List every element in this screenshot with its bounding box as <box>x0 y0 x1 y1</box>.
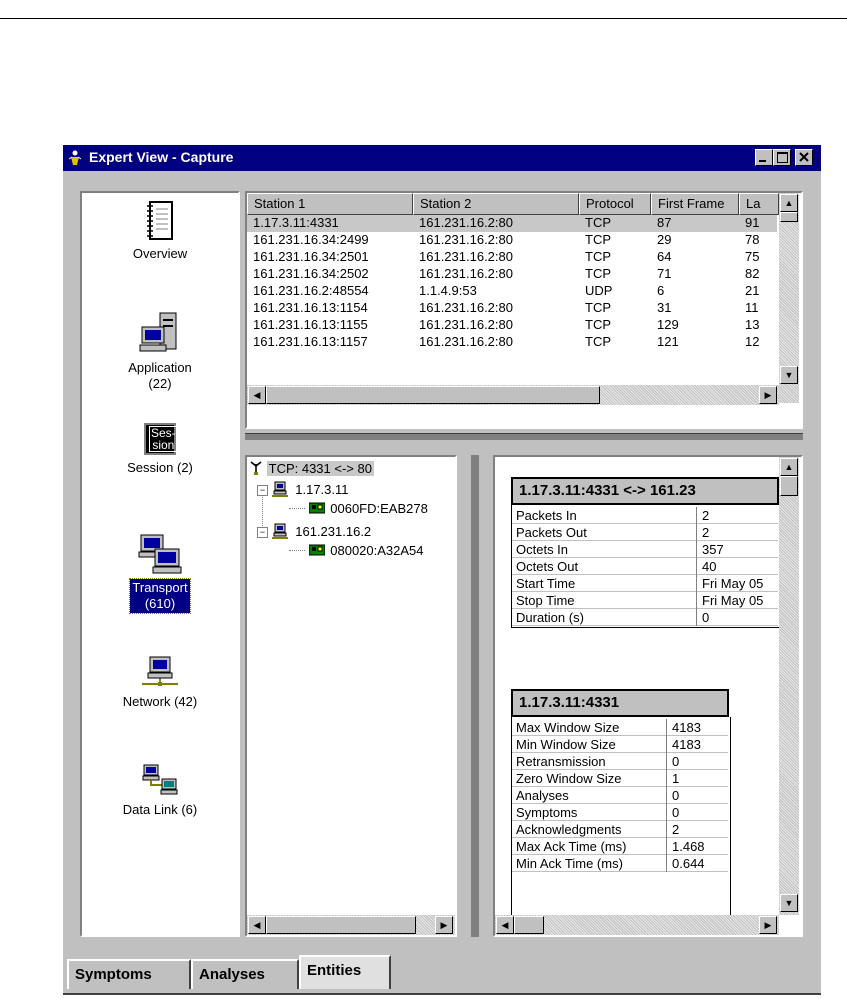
expert-view-window <box>63 145 821 995</box>
stat-value: 1.468 <box>672 839 705 854</box>
nav-transport[interactable] <box>82 533 238 613</box>
nav-overview[interactable] <box>82 201 238 262</box>
column-divider <box>696 575 697 592</box>
stat-value: Fri May 05 <box>702 576 764 591</box>
tree-node-host1-label: 1.17.3.11 <box>295 482 349 497</box>
table-row[interactable] <box>247 300 777 317</box>
vertical-splitter[interactable] <box>471 455 479 937</box>
stat-row <box>512 770 728 787</box>
down-arrow-icon: ▼ <box>784 370 794 380</box>
computer-tower-icon <box>138 311 182 355</box>
column-divider <box>696 524 697 541</box>
stat-value: Fri May 05 <box>702 593 764 608</box>
tree-horizontal-scrollbar[interactable] <box>247 915 455 935</box>
maximize-button[interactable] <box>773 149 791 166</box>
nav-network[interactable] <box>82 655 238 710</box>
table-row[interactable] <box>247 215 777 232</box>
list-hscroll-thumb[interactable] <box>266 386 600 404</box>
stat-label: Symptoms <box>516 805 578 820</box>
stat-row <box>512 804 728 821</box>
table-cell: 91 <box>745 215 760 230</box>
stat-label: Octets In <box>516 542 569 557</box>
stat-label: Retransmission <box>516 754 606 769</box>
category-pane <box>80 191 240 937</box>
stat-value: 4183 <box>672 737 701 752</box>
table-row[interactable] <box>247 283 777 300</box>
column-divider <box>666 838 667 855</box>
stat-row <box>512 753 728 770</box>
table-cell: 161.231.16.2:80 <box>419 334 513 349</box>
detail-scroll-down-button[interactable] <box>780 894 798 912</box>
stat-row <box>512 541 778 558</box>
stat-value: 0 <box>672 805 680 820</box>
nav-label-transport: Transport (610) <box>132 580 188 611</box>
column-divider <box>666 855 667 872</box>
host-computer-icon <box>272 523 288 539</box>
up-arrow-icon: ▲ <box>784 198 794 208</box>
table-cell: 161.231.16.2:80 <box>419 317 513 332</box>
stat-label: Packets In <box>516 508 577 523</box>
list-vscroll-thumb[interactable] <box>780 212 798 222</box>
horizontal-splitter[interactable] <box>245 433 803 440</box>
collapse-toggle-icon[interactable]: − <box>257 527 268 538</box>
table-cell: TCP <box>585 266 611 281</box>
table-cell: UDP <box>585 283 613 298</box>
column-header-first-frame[interactable]: First Frame <box>651 193 739 215</box>
minimize-icon <box>759 160 766 162</box>
table-cell: 161.231.16.2:80 <box>419 300 513 315</box>
table-cell: TCP <box>585 232 611 247</box>
window-bottom-edge <box>63 993 821 995</box>
table-cell: 1.1.4.9:53 <box>419 283 477 298</box>
stat-label: Packets Out <box>516 525 587 540</box>
table-cell: 11 <box>745 300 759 315</box>
stat-label: Max Ack Time (ms) <box>516 839 627 854</box>
tree-scroll-left-button[interactable] <box>248 916 266 934</box>
column-divider <box>696 609 697 626</box>
stat-row <box>512 821 728 838</box>
table-cell: 71 <box>657 266 672 281</box>
stat-value: 0 <box>672 754 680 769</box>
column-divider <box>666 804 667 821</box>
close-button[interactable] <box>795 149 813 166</box>
table-cell: TCP <box>585 249 611 264</box>
stat-row <box>512 855 728 872</box>
tree-root[interactable] <box>249 461 374 476</box>
column-divider <box>666 736 667 753</box>
expert-app-icon <box>67 150 83 166</box>
column-divider <box>666 821 667 838</box>
table-cell: 121 <box>657 334 679 349</box>
network-computer-icon <box>140 655 180 689</box>
table-cell: TCP <box>585 317 611 332</box>
host-computer-icon <box>272 481 288 497</box>
table-cell: TCP <box>585 300 611 315</box>
column-header-station1[interactable]: Station 1 <box>247 193 413 215</box>
host-detail-title: 1.17.3.11:4331 <box>511 689 729 717</box>
connection-icon <box>249 461 263 475</box>
tree-node-mac1-label: 0060FD:EAB278 <box>330 501 428 516</box>
table-cell: 1.17.3.11:4331 <box>253 215 339 230</box>
table-cell: 161.231.16.34:2502 <box>253 266 369 281</box>
stat-label: Analyses <box>516 788 569 803</box>
column-divider <box>696 541 697 558</box>
table-row[interactable] <box>247 266 777 283</box>
up-arrow-icon: ▲ <box>784 462 794 472</box>
nav-label-overview: Overview <box>132 246 188 261</box>
table-row[interactable] <box>247 334 777 351</box>
tree-node-mac1[interactable] <box>289 501 428 516</box>
tree-node-mac2-label: 080020:A32A54 <box>330 543 424 558</box>
maximize-icon <box>777 152 788 163</box>
table-cell: 161.231.16.2:80 <box>419 232 513 247</box>
session-icon-text: Ses- sion <box>151 426 176 452</box>
stat-row <box>512 507 778 524</box>
column-header-station2[interactable]: Station 2 <box>413 193 579 215</box>
column-divider <box>666 770 667 787</box>
stat-label: Zero Window Size <box>516 771 622 786</box>
stat-row <box>512 736 728 753</box>
table-cell: TCP <box>585 215 611 230</box>
table-cell: 161.231.16.2:80 <box>419 215 513 230</box>
stat-label: Duration (s) <box>516 610 584 625</box>
table-cell: 161.231.16.34:2499 <box>253 232 369 247</box>
nav-session[interactable] <box>82 423 238 476</box>
stat-row <box>512 592 778 609</box>
column-divider <box>696 507 697 524</box>
connection-stats-table <box>511 505 781 628</box>
table-cell: 13 <box>745 317 760 332</box>
stat-label: Max Window Size <box>516 720 620 735</box>
left-arrow-icon: ◀ <box>253 920 261 930</box>
table-cell: 161.231.16.2:48554 <box>253 283 369 298</box>
connection-list <box>245 191 803 429</box>
table-cell: 78 <box>745 232 760 247</box>
nav-label-data-link: Data Link (6) <box>122 802 198 817</box>
table-row[interactable] <box>247 317 777 334</box>
scroll-up-button[interactable] <box>780 194 798 212</box>
table-cell: 82 <box>745 266 760 281</box>
network-card-icon <box>309 502 325 515</box>
stat-value: 4183 <box>672 720 701 735</box>
table-cell: 161.231.16.13:1157 <box>253 334 368 349</box>
detail-scroll-right-button[interactable] <box>759 916 777 934</box>
table-row[interactable] <box>247 249 777 266</box>
nav-data-link[interactable] <box>82 763 238 818</box>
column-divider <box>666 719 667 736</box>
nav-application[interactable] <box>82 311 238 393</box>
tree-root-label: TCP: 4331 <-> 80 <box>268 461 372 476</box>
column-divider <box>666 787 667 804</box>
stat-row <box>512 524 778 541</box>
stat-value: 2 <box>672 822 680 837</box>
table-row[interactable] <box>247 232 777 249</box>
network-card-icon <box>309 544 325 557</box>
column-header-protocol[interactable]: Protocol <box>579 193 651 215</box>
detail-pane <box>493 455 803 937</box>
tree-scroll-right-button[interactable] <box>435 916 453 934</box>
stat-value: 2 <box>702 508 710 523</box>
table-cell: 21 <box>745 283 760 298</box>
page-top-rule <box>0 18 847 19</box>
data-link-icon <box>140 763 180 797</box>
list-horizontal-scrollbar[interactable] <box>247 385 779 405</box>
stat-value: 2 <box>702 525 710 540</box>
entity-tree <box>245 455 457 937</box>
tree-hscroll-thumb[interactable] <box>266 916 416 934</box>
tree-node-host2-label: 161.231.16.2 <box>295 524 372 539</box>
window-title: Expert View - Capture <box>89 149 234 165</box>
table-cell: 161.231.16.13:1154 <box>253 300 368 315</box>
stat-value: 0 <box>702 610 710 625</box>
detail-hscroll-thumb[interactable] <box>514 916 544 934</box>
collapse-toggle-icon[interactable]: − <box>257 485 268 496</box>
column-divider <box>696 558 697 575</box>
title-bar[interactable] <box>63 145 821 171</box>
table-cell: 161.231.16.2:80 <box>419 249 513 264</box>
nav-label-network: Network (42) <box>122 694 198 709</box>
close-icon <box>799 152 809 162</box>
column-divider <box>696 592 697 609</box>
list-vertical-scrollbar[interactable] <box>779 193 799 403</box>
host-stats-table <box>511 717 731 918</box>
scroll-left-button[interactable] <box>248 386 266 404</box>
tree-node-host2[interactable] <box>257 523 371 539</box>
stat-value: 1 <box>672 771 680 786</box>
stat-row <box>512 609 778 626</box>
tree-node-mac2[interactable] <box>289 543 424 558</box>
table-cell: 129 <box>657 317 679 332</box>
tab-entities[interactable]: Entities <box>299 955 391 989</box>
down-arrow-icon: ▼ <box>784 898 794 908</box>
scroll-down-button[interactable] <box>780 366 798 384</box>
view-tabs <box>63 953 821 995</box>
table-cell: 87 <box>657 215 672 230</box>
detail-scroll-up-button[interactable] <box>780 458 798 476</box>
session-icon <box>144 423 176 455</box>
table-cell: 31 <box>657 300 672 315</box>
nav-label-application: Application (22) <box>128 360 192 391</box>
table-cell: 12 <box>745 334 760 349</box>
right-arrow-icon: ▶ <box>764 920 772 930</box>
tree-node-host1[interactable] <box>257 481 349 497</box>
detail-scroll-left-button[interactable] <box>496 916 514 934</box>
notebook-icon <box>145 201 175 241</box>
stat-row <box>512 575 778 592</box>
tab-symptoms[interactable]: Symptoms <box>67 959 191 989</box>
minimize-button[interactable] <box>755 149 773 166</box>
stat-label: Min Window Size <box>516 737 616 752</box>
detail-vscroll-thumb[interactable] <box>780 476 798 496</box>
stat-value: 40 <box>702 559 717 574</box>
right-arrow-icon: ▶ <box>764 390 772 400</box>
stat-value: 0 <box>672 788 680 803</box>
stat-label: Start Time <box>516 576 576 591</box>
stat-label: Octets Out <box>516 559 579 574</box>
left-arrow-icon: ◀ <box>501 920 509 930</box>
table-cell: 161.231.16.34:2501 <box>253 249 369 264</box>
table-cell: 161.231.16.2:80 <box>419 266 513 281</box>
detail-horizontal-scrollbar[interactable] <box>495 915 779 935</box>
nav-label-session: Session (2) <box>127 460 193 475</box>
stat-label: Stop Time <box>516 593 575 608</box>
stat-value: 357 <box>702 542 724 557</box>
tree-connector-line <box>289 508 305 509</box>
stat-row <box>512 719 728 736</box>
table-cell: 161.231.16.13:1155 <box>253 317 368 332</box>
stat-label: Acknowledgments <box>516 822 622 837</box>
table-cell: 6 <box>657 283 665 298</box>
table-cell: 75 <box>745 249 760 264</box>
connection-detail-title: 1.17.3.11:4331 <-> 161.23 <box>511 477 779 505</box>
stat-row <box>512 787 728 804</box>
detail-vertical-scrollbar[interactable] <box>779 457 799 915</box>
tree-connector-line <box>289 550 305 551</box>
table-cell: 29 <box>657 232 672 247</box>
stat-value: 0.644 <box>672 856 705 871</box>
left-arrow-icon: ◀ <box>253 390 261 400</box>
column-header-last-frame[interactable]: La <box>739 193 779 215</box>
stat-row <box>512 558 778 575</box>
table-cell: 64 <box>657 249 672 264</box>
transport-computers-icon <box>137 533 183 575</box>
table-cell: TCP <box>585 334 611 349</box>
stat-row <box>512 838 728 855</box>
column-divider <box>666 753 667 770</box>
stat-label: Min Ack Time (ms) <box>516 856 623 871</box>
right-arrow-icon: ▶ <box>440 920 448 930</box>
tab-analyses[interactable]: Analyses <box>191 959 299 989</box>
scroll-right-button[interactable] <box>759 386 777 404</box>
